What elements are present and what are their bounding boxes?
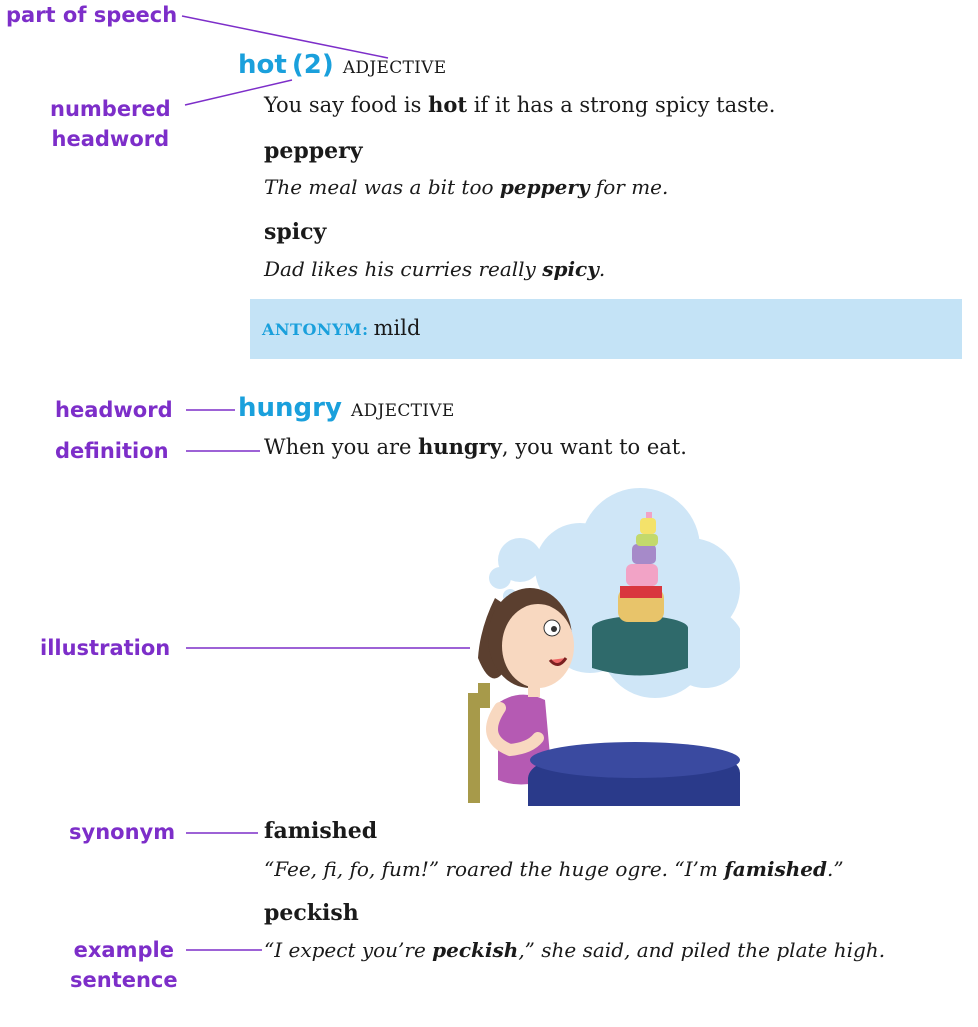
callout-text: part of speech [6, 3, 178, 27]
part-of-speech: ADJECTIVE [342, 58, 447, 78]
definition-hot: You say food is hot if it has a strong spicy taste. [264, 92, 776, 117]
synonym-peppery: peppery [264, 138, 363, 164]
antonym-word: mild [373, 316, 421, 340]
illustration-hungry-girl [440, 478, 740, 806]
callout-text: illustration [40, 636, 171, 660]
girl-face [502, 604, 574, 688]
headword-hungry: hungry [238, 393, 342, 423]
entry-hot-header [238, 50, 446, 80]
headword-hot: hot [238, 50, 287, 80]
headword-number: (2) [291, 50, 334, 80]
part-of-speech: ADJECTIVE [351, 401, 455, 421]
callout-text: example [73, 938, 174, 962]
chair [468, 683, 490, 803]
entry-hungry-header [238, 393, 455, 423]
example-famished: “Fee, fi, fo, fum!” roared the huge ogre. “I’m famished.” [264, 857, 844, 881]
example-peckish: “I expect you’re peckish,” she said, and piled the plate high. [264, 938, 886, 962]
callout-text: definition [55, 439, 169, 463]
example-spicy: Dad likes his curries really spicy. [264, 257, 606, 281]
callout-text: headword [51, 127, 170, 151]
synonym-spicy: spicy [264, 219, 327, 245]
synonym-peckish: peckish [264, 900, 359, 926]
definition-hungry: When you are hungry, you want to eat. [264, 434, 687, 459]
callout-text: sentence [70, 968, 178, 992]
antonym-box [250, 299, 962, 359]
synonym-famished: famished [264, 818, 378, 844]
callout-text: headword [55, 398, 173, 422]
callout-text: numbered [50, 97, 171, 121]
antonym-label: ANTONYM: [262, 320, 369, 339]
example-peppery: The meal was a bit too peppery for me. [264, 175, 669, 199]
callout-text: synonym [69, 820, 176, 844]
